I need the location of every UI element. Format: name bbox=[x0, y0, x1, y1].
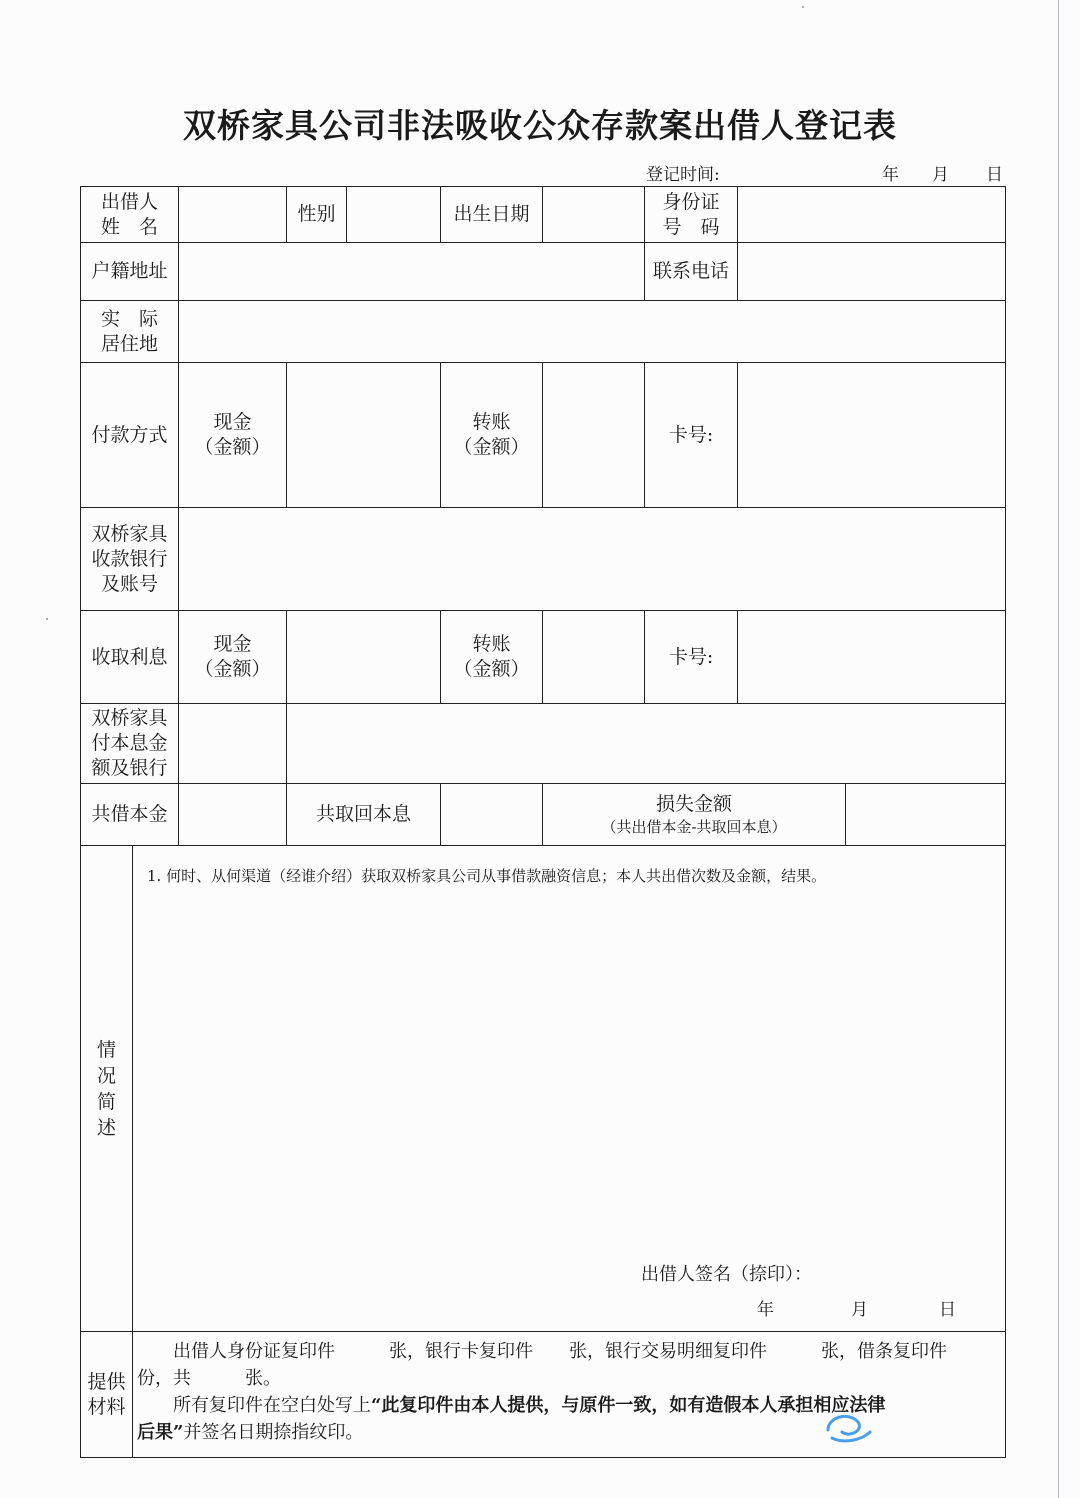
situation-instruction: 1. 何时、从何渠道（经谁介绍）获取双桥家具公司从事借款融资信息；本人共出借次数及金额，结果。 bbox=[147, 867, 827, 885]
residence-field[interactable] bbox=[179, 301, 1006, 363]
repayment-label: 双桥家具 付本息金 额及银行 bbox=[81, 704, 179, 784]
receiving-bank-label: 双桥家具 收款银行 及账号 bbox=[81, 508, 179, 611]
scan-edge-line bbox=[1058, 0, 1059, 1498]
scan-speck bbox=[46, 618, 48, 620]
row-totals bbox=[81, 784, 1006, 846]
situation-description-field[interactable] bbox=[133, 846, 1006, 1332]
payment-method-label: 付款方式 bbox=[81, 363, 179, 508]
id-number-field[interactable] bbox=[738, 187, 1006, 243]
loss-amount-field[interactable] bbox=[846, 784, 1006, 846]
registration-form-table bbox=[80, 186, 1006, 1458]
row-receiving-bank bbox=[81, 508, 1006, 611]
row-residence bbox=[81, 301, 1006, 363]
signature-day-label: 日 bbox=[939, 1300, 956, 1320]
registration-month-label: 月 bbox=[932, 165, 949, 185]
interest-card-field[interactable] bbox=[738, 611, 1006, 704]
gender-label: 性别 bbox=[287, 187, 347, 243]
birth-date-field[interactable] bbox=[543, 187, 645, 243]
payment-transfer-label: 转账 （金额） bbox=[441, 363, 543, 508]
receiving-bank-field[interactable] bbox=[179, 508, 1006, 611]
total-returned-label: 共取回本息 bbox=[287, 784, 441, 846]
lender-name-label: 出借人 姓 名 bbox=[81, 187, 179, 243]
row-situation bbox=[81, 846, 1006, 1332]
materials-text: 出借人身份证复印件 张，银行卡复印件 张，银行交易明细复印件 张，借条复印件 份，共 张。 所有复印件在空白处写上“此复印件由本人提供，与原件一致，如有造假本人承担相应法律 后果”并签名日期捺指纹印。 bbox=[133, 1332, 1006, 1458]
row-repayment bbox=[81, 704, 1006, 784]
interest-transfer-field[interactable] bbox=[543, 611, 645, 704]
row-basic-info bbox=[81, 187, 1006, 243]
id-number-label: 身份证 号 码 bbox=[645, 187, 738, 243]
gender-field[interactable] bbox=[347, 187, 441, 243]
household-address-label: 户籍地址 bbox=[81, 243, 179, 301]
loss-amount-label: 损失金额 （共出借本金-共取回本息） bbox=[543, 784, 846, 846]
watermark-logo-icon bbox=[820, 1406, 874, 1444]
payment-cash-label: 现金 （金额） bbox=[179, 363, 287, 508]
payment-cash-field[interactable] bbox=[287, 363, 441, 508]
signature-month-label: 月 bbox=[851, 1300, 868, 1320]
interest-card-label: 卡号: bbox=[645, 611, 738, 704]
total-principal-field[interactable] bbox=[179, 784, 287, 846]
form-title: 双桥家具公司非法吸收公众存款案出借人登记表 bbox=[183, 106, 897, 145]
row-payment-method bbox=[81, 363, 1006, 508]
interest-transfer-label: 转账 （金额） bbox=[441, 611, 543, 704]
phone-label: 联系电话 bbox=[645, 243, 738, 301]
total-principal-label: 共借本金 bbox=[81, 784, 179, 846]
payment-transfer-field[interactable] bbox=[543, 363, 645, 508]
scan-speck bbox=[802, 6, 804, 8]
lender-signature-label: 出借人签名（捺印）： bbox=[641, 1264, 812, 1285]
registration-time-label: 登记时间: bbox=[646, 165, 720, 185]
lender-name-field[interactable] bbox=[179, 187, 287, 243]
row-household bbox=[81, 243, 1006, 301]
phone-field[interactable] bbox=[738, 243, 1006, 301]
repayment-bank-field[interactable] bbox=[287, 704, 1006, 784]
signature-year-label: 年 bbox=[757, 1300, 774, 1320]
payment-card-label: 卡号: bbox=[645, 363, 738, 508]
row-interest bbox=[81, 611, 1006, 704]
materials-label: 提供 材料 bbox=[81, 1332, 133, 1458]
payment-card-field[interactable] bbox=[738, 363, 1006, 508]
interest-label: 收取利息 bbox=[81, 611, 179, 704]
total-returned-field[interactable] bbox=[441, 784, 543, 846]
interest-cash-field[interactable] bbox=[287, 611, 441, 704]
household-address-field[interactable] bbox=[179, 243, 645, 301]
interest-cash-label: 现金 （金额） bbox=[179, 611, 287, 704]
residence-label: 实 际 居住地 bbox=[81, 301, 179, 363]
birth-date-label: 出生日期 bbox=[441, 187, 543, 243]
situation-label: 情 况 简 述 bbox=[81, 846, 133, 1332]
registration-year-label: 年 bbox=[882, 165, 899, 185]
registration-day-label: 日 bbox=[986, 165, 1003, 185]
repayment-amount-field[interactable] bbox=[179, 704, 287, 784]
